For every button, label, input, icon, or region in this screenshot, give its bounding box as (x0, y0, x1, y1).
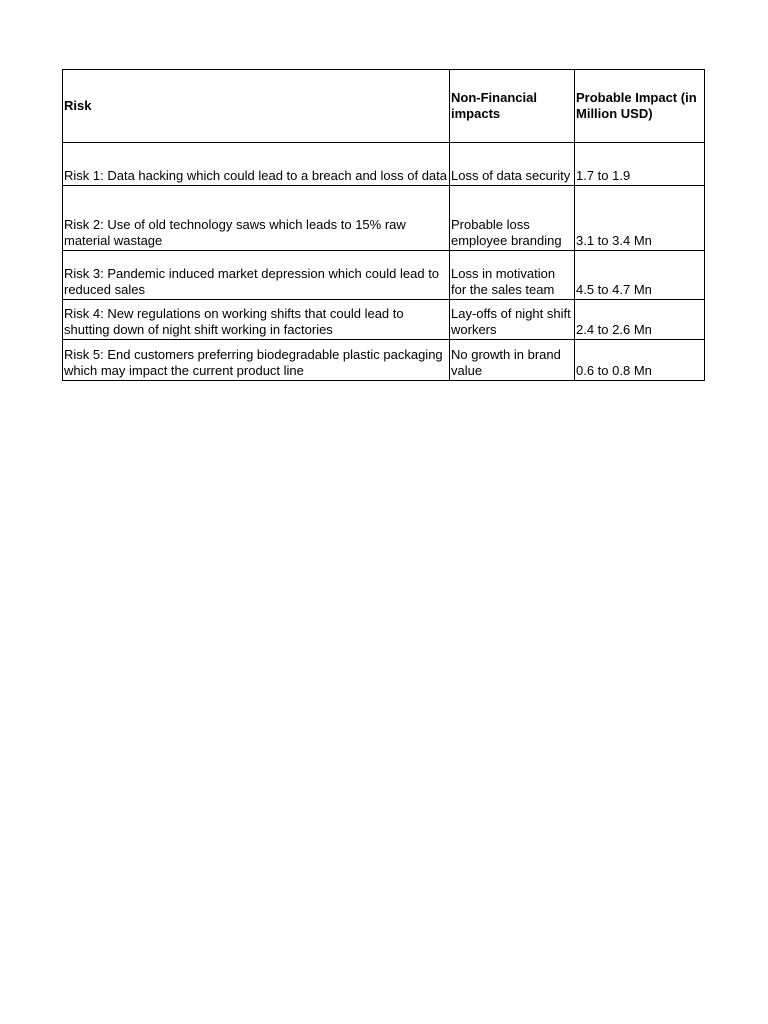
table-header-row (63, 70, 705, 143)
cell-risk: Risk 5: End customers preferring biodegradable plastic packaging which may impact the current product line (63, 340, 450, 381)
header-non-financial-impacts: Non-Financial impacts (450, 70, 575, 143)
cell-probable-impact: 4.5 to 4.7 Mn (575, 251, 705, 300)
cell-risk: Risk 2: Use of old technology saws which leads to 15% raw material wastage (63, 186, 450, 251)
table-row (63, 300, 705, 340)
header-probable-impact: Probable Impact (in Million USD) (575, 70, 705, 143)
cell-non-financial: Loss of data security (450, 143, 575, 186)
cell-non-financial: Probable loss employee branding (450, 186, 575, 251)
cell-non-financial: Lay-offs of night shift workers (450, 300, 575, 340)
cell-non-financial: No growth in brand value (450, 340, 575, 381)
cell-risk: Risk 1: Data hacking which could lead to a breach and loss of data (63, 143, 450, 186)
risk-table (62, 69, 705, 381)
table-row (63, 251, 705, 300)
table-row (63, 186, 705, 251)
table-row (63, 143, 705, 186)
cell-probable-impact: 2.4 to 2.6 Mn (575, 300, 705, 340)
cell-probable-impact: 0.6 to 0.8 Mn (575, 340, 705, 381)
cell-probable-impact: 1.7 to 1.9 (575, 143, 705, 186)
cell-risk: Risk 4: New regulations on working shifts that could lead to shutting down of night shift working in factories (63, 300, 450, 340)
cell-probable-impact: 3.1 to 3.4 Mn (575, 186, 705, 251)
cell-risk: Risk 3: Pandemic induced market depression which could lead to reduced sales (63, 251, 450, 300)
table-row (63, 340, 705, 381)
cell-non-financial: Loss in motivation for the sales team (450, 251, 575, 300)
header-risk: Risk (63, 70, 450, 143)
